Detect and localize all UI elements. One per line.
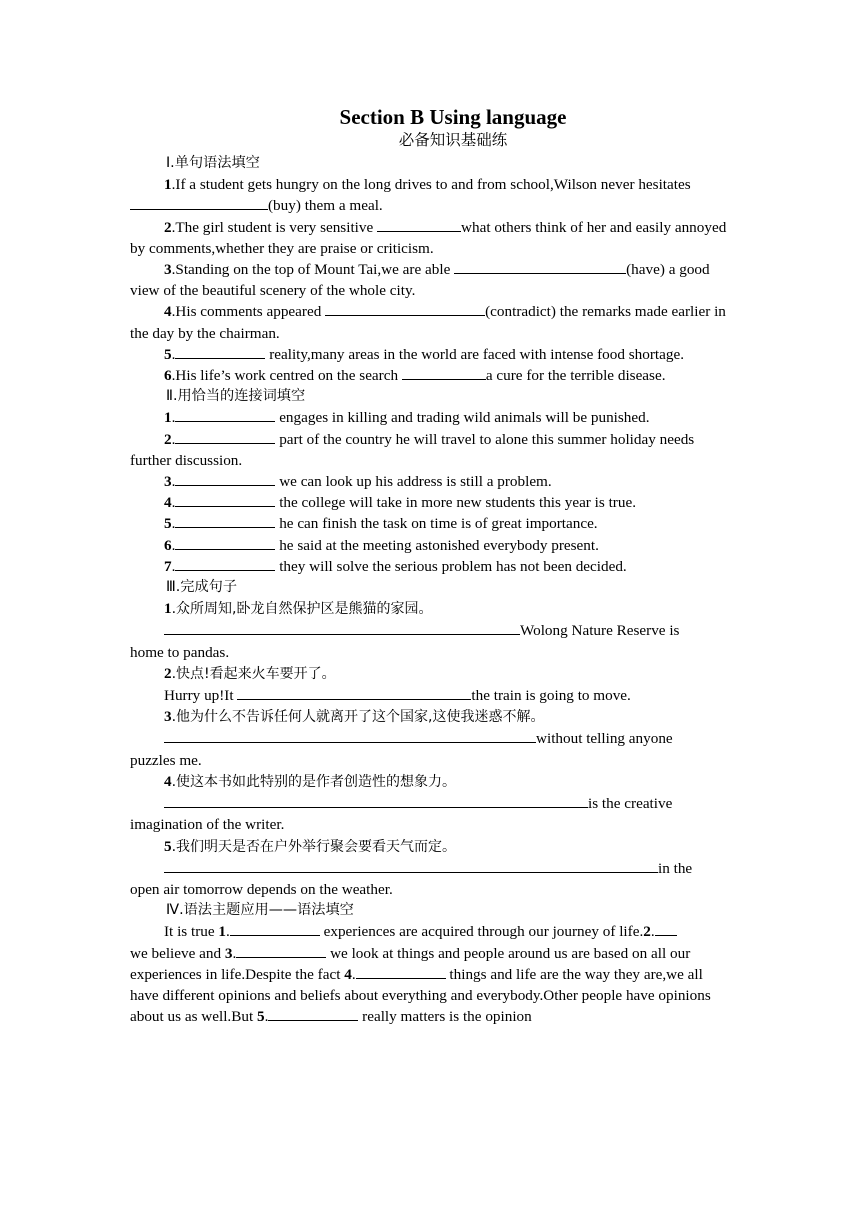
answer-blank[interactable] xyxy=(164,858,658,873)
answer-blank[interactable] xyxy=(175,344,265,359)
question-1-3 xyxy=(130,259,730,301)
question-text: Wolong Nature Reserve is xyxy=(520,622,680,640)
question-number: 2 xyxy=(164,218,172,236)
question-number: 4 xyxy=(164,494,172,512)
question-1-1-cont xyxy=(130,195,730,216)
passage-text: we believe and xyxy=(130,944,225,962)
section-heading-4: Ⅳ.语法主题应用——语法填空 xyxy=(166,902,354,919)
question-text: in the xyxy=(658,859,693,877)
answer-blank[interactable] xyxy=(236,943,326,958)
question-2-6: 6. he said at the meeting astonished everybody present. xyxy=(164,536,599,554)
answer-blank[interactable] xyxy=(130,195,268,210)
chinese-prompt: .他为什么不告诉任何人就离开了这个国家,这使我迷惑不解。 xyxy=(171,709,545,726)
question-3-5-cont: open air tomorrow depends on the weather. xyxy=(130,880,393,898)
question-text: .His comments appeared xyxy=(171,303,326,321)
blank-number: 4 xyxy=(344,965,352,983)
question-text: he can finish the task on time is of great importance. xyxy=(275,515,598,533)
section-heading-2: Ⅱ.用恰当的连接词填空 xyxy=(166,388,306,405)
passage-text: It is true xyxy=(164,923,219,941)
question-3-1-answer xyxy=(130,620,730,641)
chinese-prompt: .快点!看起来火车要开了。 xyxy=(171,665,336,682)
question-1-1 xyxy=(130,174,730,195)
question-number: 4 xyxy=(164,772,172,790)
passage-text: we look at things and people around us are based on all our experiences in life.Despite the fact xyxy=(130,944,691,983)
question-number: 5 xyxy=(164,345,172,363)
answer-blank[interactable] xyxy=(175,471,275,486)
passage-text: really matters is the opinion xyxy=(358,1008,532,1026)
question-text: (buy) them a meal. xyxy=(268,197,383,215)
passage-line: we believe and 3. we look at things and people around us are based on all our experiences in life.Despite the fact 4. things and life are the way they are,we all have different opinions and beliefs about everything and everybody.Other people have opinions about us as well.But 5. really matters is the opinion xyxy=(130,944,711,1026)
question-number: 5 xyxy=(164,515,172,533)
question-text: they will solve the serious problem has not been decided. xyxy=(275,557,627,575)
answer-blank[interactable] xyxy=(356,964,446,979)
answer-blank[interactable] xyxy=(237,685,471,700)
passage-text: experiences are acquired through our journey of life. xyxy=(319,923,644,941)
section-heading-3: Ⅲ.完成句子 xyxy=(166,579,238,596)
question-1-5 xyxy=(130,344,730,365)
question-number: 2 xyxy=(164,664,172,682)
question-number: 5 xyxy=(164,837,172,855)
answer-blank[interactable] xyxy=(655,921,677,936)
question-number: 3 xyxy=(164,473,172,491)
question-2-7: 7. they will solve the serious problem has not been decided. xyxy=(164,557,627,575)
answer-blank[interactable] xyxy=(175,429,275,444)
answer-blank[interactable] xyxy=(377,217,461,232)
blank-number: 2 xyxy=(643,923,651,941)
question-text: we can look up his address is still a problem. xyxy=(275,473,552,491)
answer-blank[interactable] xyxy=(164,620,520,635)
worksheet-page xyxy=(130,104,730,1027)
answer-blank[interactable] xyxy=(454,259,626,274)
question-3-2 xyxy=(130,663,730,685)
answer-blank[interactable] xyxy=(402,365,486,380)
page-subtitle: 必备知识基础练 xyxy=(398,132,508,149)
answer-blank[interactable] xyxy=(175,535,275,550)
question-2-1: 1. engages in killing and trading wild animals will be punished. xyxy=(164,409,650,427)
question-text: Hurry up!It xyxy=(164,687,238,705)
blank-number: 5 xyxy=(256,1008,265,1026)
question-2-2: 2. part of the country he will travel to alone this summer holiday needs further discussion. xyxy=(130,430,695,469)
answer-blank[interactable] xyxy=(175,492,275,507)
passage-text: things and life are the way they are,we all have different opinions and beliefs about everything and everybody.Other people have opinions about us as well.But xyxy=(130,965,711,1026)
section-heading-1: Ⅰ.单句语法填空 xyxy=(166,155,260,171)
question-number: 1 xyxy=(164,409,172,427)
question-2-4: 4. the college will take in more new students this year is true. xyxy=(164,494,636,512)
question-number: 6 xyxy=(164,367,172,385)
question-text: engages in killing and trading wild animals will be punished. xyxy=(275,409,650,427)
question-text: .His life’s work centred on the search xyxy=(171,367,402,385)
question-number: 6 xyxy=(164,536,172,554)
question-3-4 xyxy=(130,771,730,793)
question-3-3-answer xyxy=(130,728,730,749)
question-text: without telling anyone xyxy=(536,730,673,748)
question-number: 3 xyxy=(164,708,172,726)
question-text: (have) a good view of the beautiful scenery of the whole city. xyxy=(130,261,710,300)
question-3-1-cont: home to pandas. xyxy=(130,643,230,661)
question-3-3 xyxy=(130,706,730,728)
chinese-prompt: .使这本书如此特别的是作者创造性的想象力。 xyxy=(171,773,457,790)
blank-number: 1 xyxy=(218,923,227,941)
question-1-2 xyxy=(130,217,730,259)
question-text: .The girl student is very sensitive xyxy=(171,218,378,236)
answer-blank[interactable] xyxy=(268,1006,358,1021)
question-2-5: 5. he can finish the task on time is of great importance. xyxy=(164,515,598,533)
blank-number: 3 xyxy=(224,944,233,962)
question-number: 4 xyxy=(164,303,172,321)
question-1-6 xyxy=(130,365,730,386)
question-text: he said at the meeting astonished everybody present. xyxy=(275,536,599,554)
question-2-3: 3. we can look up his address is still a problem. xyxy=(164,473,552,491)
question-text: reality,many areas in the world are faced with intense food shortage. xyxy=(265,345,685,363)
chinese-prompt: .众所周知,卧龙自然保护区是熊猫的家园。 xyxy=(171,601,433,618)
question-number: 7 xyxy=(164,557,172,575)
question-3-4-answer xyxy=(130,793,730,814)
question-number: 2 xyxy=(164,430,172,448)
question-text: is the creative xyxy=(588,795,673,813)
question-number: 1 xyxy=(164,600,172,618)
answer-blank[interactable] xyxy=(325,301,485,316)
question-text: .If a student gets hungry on the long drives to and from school,Wilson never hesitates xyxy=(171,176,691,194)
question-1-4 xyxy=(130,301,730,343)
question-text: (contradict) the remarks made earlier in the day by the chairman. xyxy=(130,303,726,342)
question-text: the train is going to move. xyxy=(471,687,631,705)
chinese-prompt: .我们明天是否在户外举行聚会要看天气而定。 xyxy=(171,838,457,855)
question-text: part of the country he will travel to alone this summer holiday needs further discussion. xyxy=(130,430,695,469)
question-3-1 xyxy=(130,598,730,620)
question-3-2-answer xyxy=(130,685,730,706)
answer-blank[interactable] xyxy=(175,556,275,571)
question-3-5 xyxy=(130,836,730,858)
question-number: 1 xyxy=(164,176,172,194)
question-text: .Standing on the top of Mount Tai,we are able xyxy=(171,261,455,279)
page-title: Section B Using language xyxy=(339,105,567,129)
cloze-passage: It is true 1. experiences are acquired through our journey of life.2. we believe and 3. we look at things and people around us are based on all our experiences in life.Despite the fact 4. things and life are the way they are,we all have different opinions and beliefs about everything and everybody.Other people have opinions about us as well.But 5. really matters is the opinion xyxy=(130,921,730,1027)
answer-blank[interactable] xyxy=(164,793,588,808)
question-number: 3 xyxy=(164,261,172,279)
answer-blank[interactable] xyxy=(164,728,536,743)
question-3-4-cont: imagination of the writer. xyxy=(130,816,285,834)
question-3-3-cont: puzzles me. xyxy=(130,751,202,769)
question-3-5-answer xyxy=(130,858,730,879)
question-text: . xyxy=(171,345,176,363)
question-text: what others think of her and easily annoyed by comments,whether they are praise or criticism. xyxy=(130,218,727,257)
question-text: a cure for the terrible disease. xyxy=(485,367,666,385)
question-text: the college will take in more new students this year is true. xyxy=(275,494,636,512)
answer-blank[interactable] xyxy=(230,921,320,936)
answer-blank[interactable] xyxy=(175,407,275,422)
answer-blank[interactable] xyxy=(175,513,275,528)
